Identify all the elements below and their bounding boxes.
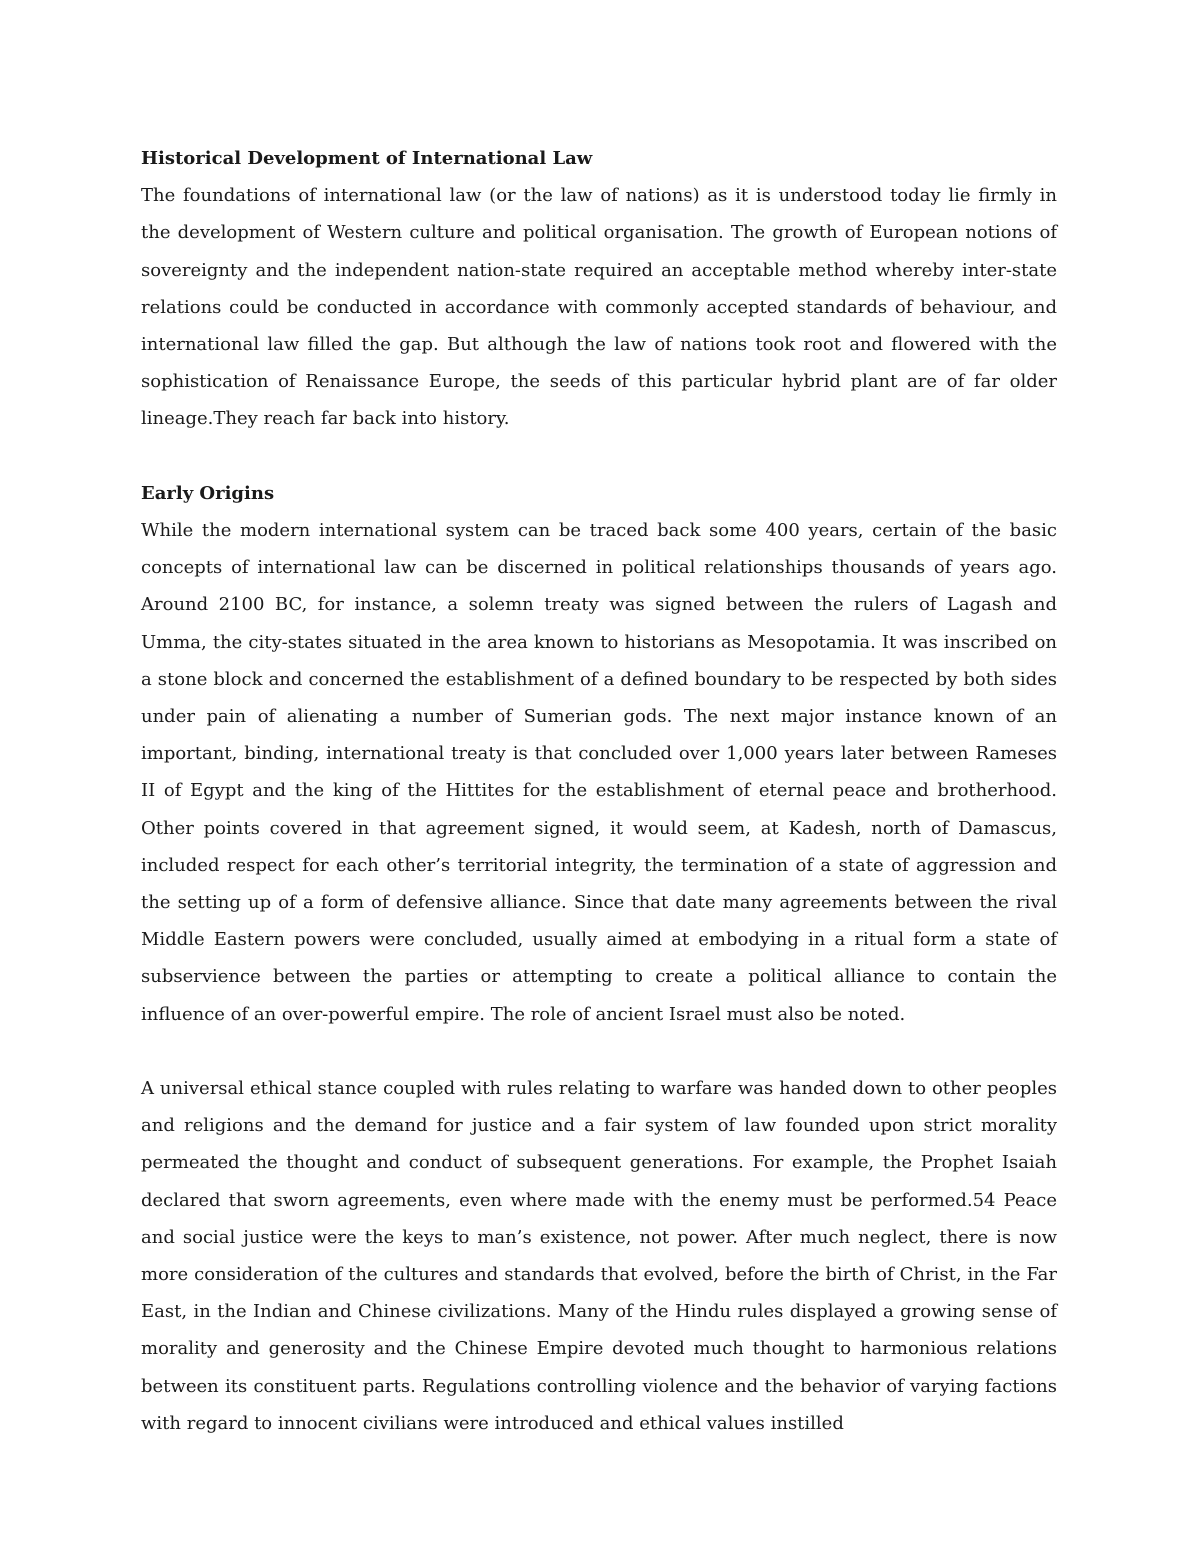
section-heading-historical-development: Historical Development of International Law [141, 148, 593, 169]
section-heading-early-origins: Early Origins [141, 482, 275, 504]
paragraph-gap [141, 438, 1057, 475]
paragraph-foundations: The foundations of international law (or the law of nations) as it is understood today lie firmly in the development of Western culture and political organisation. The growth of European notions of sovereignty and the independent nation-state required an acceptable method whereby inter-state relations could be conducted in accordance with commonly accepted standards of behaviour, and international law filled the gap. But although the law of nations took root and flowered with the sophistication of Renaissance Europe, the seeds of this particular hybrid plant are of far older lineage.They reach far back into history. [141, 185, 1057, 430]
paragraph-modern-system: While the modern international system can be traced back some 400 years, certain of the basic concepts of international law can be discerned in political relationships thousands of years ago. Around 2100 BC, for instance, a solemn treaty was signed between the rulers of Lagash and Umma, the city-states situated in the area known to historians as Mesopotamia. It was inscribed on a stone block and concerned the establishment of a defined boundary to be respected by both sides under pain of alienating a number of Sumerian gods. The next major instance known of an important, binding, international treaty is that concluded over 1,000 years later between Rameses II of Egypt and the king of the Hittites for the establishment of eternal peace and brotherhood. Other points covered in that agreement signed, it would seem, at Kadesh, north of Damascus, included respect for each other’s territorial integrity, the termination of a state of aggression and the setting up of a form of defensive alliance. Since that date many agreements between the rival Middle Eastern powers were concluded, usually aimed at embodying in a ritual form a state of subservience between the parties or attempting to create a political alliance to contain the influence of an over-powerful empire. The role of ancient Israel must also be noted. [141, 520, 1057, 1025]
paragraph-gap [141, 1033, 1057, 1070]
document-page [141, 140, 1057, 1442]
paragraph-universal-ethical-stance: A universal ethical stance coupled with rules relating to warfare was handed down to other peoples and religions and the demand for justice and a fair system of law founded upon strict morality permeated the thought and conduct of subsequent generations. For example, the Prophet Isaiah declared that sworn agreements, even where made with the enemy must be performed.54 Peace and social justice were the keys to man’s existence, not power. After much neglect, there is now more consideration of the cultures and standards that evolved, before the birth of Christ, in the Far East, in the Indian and Chinese civilizations. Many of the Hindu rules displayed a growing sense of morality and generosity and the Chinese Empire devoted much thought to harmonious relations between its constituent parts. Regulations controlling violence and the behavior of varying factions with regard to innocent civilians were introduced and ethical values instilled [141, 1078, 1057, 1434]
